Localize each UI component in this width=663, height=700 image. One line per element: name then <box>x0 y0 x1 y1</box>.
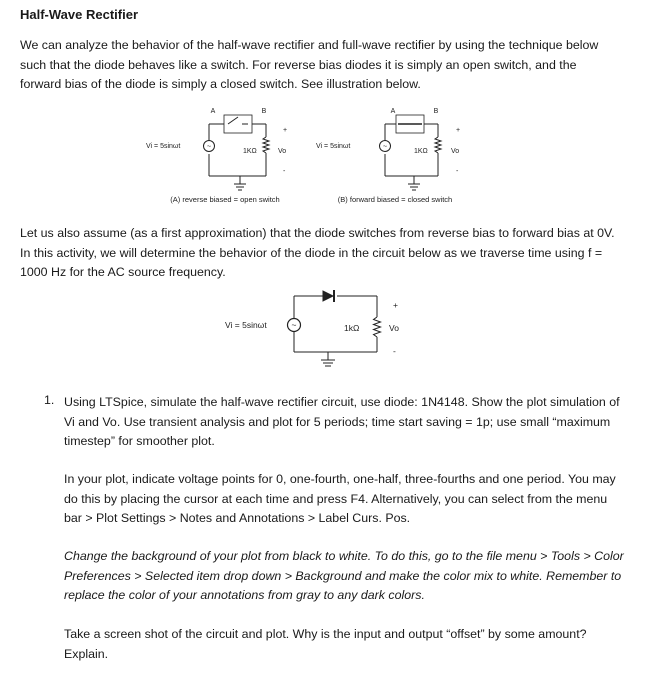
resistor-label: 1KΩ <box>414 148 428 155</box>
figure-caption: (B) forward biased = closed switch <box>337 195 453 204</box>
list-number: 1. <box>44 393 55 407</box>
source-label: Vi = 5sinωt <box>225 320 267 330</box>
figure-caption: (A) reverse biased = open switch <box>170 195 280 204</box>
minus-sign: - <box>456 168 459 175</box>
diode-symbol <box>323 290 334 302</box>
color-preferences-note: Change the background of your plot from black to white. To do this, go to the file menu > Tools > Color Preferences > Selected item drop down > Background and make the color mix to white. Remember to replace the color of your annotations from gray to any dark colors. <box>64 549 624 602</box>
plus-sign: + <box>393 300 398 310</box>
svg-text:~: ~ <box>291 320 297 330</box>
output-label: Vo <box>451 148 460 155</box>
plus-sign: + <box>456 127 461 134</box>
step-instructions: Using LTSpice, simulate the half-wave rectifier circuit, use diode: 1N4148. Show the plot simulation of Vi and Vo. Use transient analysis and plot for 5 periods; time start saving = 1p; use small “maximum timestep” for smoother plot. <box>64 395 620 448</box>
source-label: Vi = 5sinωt <box>146 143 181 150</box>
svg-text:~: ~ <box>382 143 388 151</box>
assumption-paragraph: Let us also assume (as a first approximation) that the diode switches from reverse bias to forward bias at 0V. In this activity, we will determine the behavior of the diode in the circuit below as we traverse time using f = 1000 Hz for the AC source frequency. <box>20 226 615 279</box>
node-b-label: B <box>433 108 439 115</box>
minus-sign: - <box>283 168 286 175</box>
resistor-label: 1KΩ <box>243 148 257 155</box>
node-a-label: A <box>210 108 216 115</box>
rectifier-circuit-diagram <box>215 286 415 376</box>
output-label: Vo <box>278 148 287 155</box>
page-title: Half-Wave Rectifier <box>20 7 138 22</box>
figure-b-closed-switch <box>310 104 480 206</box>
plot-annotation-note: In your plot, indicate voltage points for 0, one-fourth, one-half, three-fourths and one period. You may do this by placing the cursor at each time and press F4. Alternatively, you can select from the menu bar > Plot Settings > Notes and Annotations > Label Curs. Pos. <box>64 472 616 525</box>
minus-sign: - <box>393 346 396 356</box>
svg-text:~: ~ <box>206 143 212 151</box>
resistor-label: 1kΩ <box>344 323 360 333</box>
screenshot-question: Take a screen shot of the circuit and plot. Why is the input and output “offset” by some amount? Explain. <box>64 627 587 661</box>
node-b-label: B <box>261 108 267 115</box>
plus-sign: + <box>283 127 288 134</box>
output-label: Vo <box>389 323 399 333</box>
source-label: Vi = 5sinωt <box>316 143 351 150</box>
node-a-label: A <box>390 108 396 115</box>
figure-a-open-switch <box>140 104 300 206</box>
intro-paragraph: We can analyze the behavior of the half-wave rectifier and full-wave rectifier by using the technique below such that the diode behaves like a switch. For reverse bias diodes it is simply an open switch, and the forward bias of the diode is simply a closed switch. See illustration below. <box>20 38 599 91</box>
